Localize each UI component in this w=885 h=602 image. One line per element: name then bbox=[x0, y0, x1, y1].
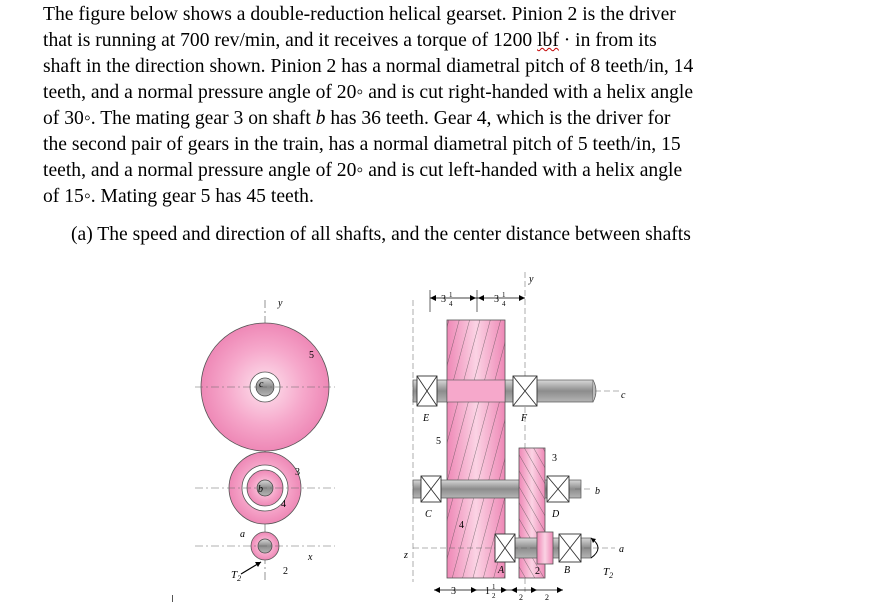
problem-statement bbox=[43, 2, 843, 210]
y-axis-label-side: y bbox=[529, 274, 534, 285]
text-cursor bbox=[172, 595, 173, 602]
dim-top-frac-num: 1 bbox=[502, 291, 506, 299]
gear-2-label-side: 2 bbox=[535, 566, 540, 577]
gear-2-face bbox=[537, 532, 553, 564]
bearing-F-label: F bbox=[521, 413, 528, 424]
bearing-D bbox=[547, 476, 569, 502]
gear-3-label: 3 bbox=[295, 467, 300, 478]
bearing-D-label: D bbox=[552, 509, 560, 520]
spellcheck-word: lbf bbox=[537, 30, 559, 51]
dim-top-frac-den: 4 bbox=[449, 300, 453, 308]
problem-line: teeth, and a normal pressure angle of 20◦ and is cut left-handed with a helix angle bbox=[43, 160, 683, 181]
bearing-B bbox=[559, 534, 581, 562]
gear-4-label: 4 bbox=[281, 499, 286, 510]
z-axis-label: z bbox=[404, 550, 408, 561]
gearset-figure bbox=[195, 262, 655, 602]
x-axis-label: x bbox=[308, 552, 313, 563]
dim-top-frac-num: 1 bbox=[449, 291, 453, 299]
dim-bottom-2-den: 2 bbox=[492, 592, 496, 600]
problem-line bbox=[43, 106, 843, 132]
dim-bottom-2-num: 1 bbox=[492, 583, 496, 591]
problem-text: has 36 teeth. Gear 4, which is the driver for bbox=[325, 108, 671, 129]
dim-bottom-2: 1 bbox=[485, 586, 490, 597]
bearing-C bbox=[421, 476, 441, 502]
gear-5-label: 5 bbox=[309, 350, 314, 361]
bearing-F bbox=[513, 376, 537, 406]
dim-bottom-1: 3 bbox=[451, 586, 456, 597]
gear-4-label-side: 4 bbox=[459, 520, 464, 531]
problem-line bbox=[43, 28, 843, 54]
problem-text: of 30◦. The mating gear 3 on shaft bbox=[43, 108, 316, 129]
problem-text: · in from its bbox=[558, 30, 657, 51]
torque-label: $T_2$ bbox=[231, 569, 242, 583]
side-view bbox=[403, 272, 626, 602]
problem-line: shaft in the direction shown. Pinion 2 has a normal diametral pitch of 8 teeth/in, 14 bbox=[43, 56, 694, 77]
gear-2-label: 2 bbox=[283, 566, 288, 577]
problem-line: The figure below shows a double-reduction helical gearset. Pinion 2 is the driver bbox=[43, 4, 676, 25]
dim-top-frac-den: 4 bbox=[502, 300, 506, 308]
dim-bottom-4: 2 bbox=[545, 593, 549, 602]
problem-line: the second pair of gears in the train, has a normal diametral pitch of 5 teeth/in, 15 bbox=[43, 134, 681, 155]
bearing-E bbox=[417, 376, 437, 406]
dim-bottom-3: 2 bbox=[519, 593, 523, 602]
shaft-c-label-side: c bbox=[621, 390, 626, 401]
bearing-A bbox=[495, 534, 515, 562]
gear-5-label-side: 5 bbox=[436, 436, 441, 447]
torque-label-side: $T_2$ bbox=[603, 566, 614, 580]
gear-3-label-side: 3 bbox=[552, 453, 557, 464]
shaft-c-label: c bbox=[259, 379, 264, 390]
shaft-symbol: b bbox=[315, 108, 326, 129]
problem-line: teeth, and a normal pressure angle of 20◦ and is cut right-handed with a helix angle bbox=[43, 82, 694, 103]
problem-text: that is running at 700 rev/min, and it receives a torque of 1200 bbox=[43, 30, 538, 51]
bearing-E-label: E bbox=[423, 413, 430, 424]
dim-top-2: 3 bbox=[494, 294, 499, 305]
question-a: (a) The speed and direction of all shafts, and the center distance between shafts bbox=[71, 224, 691, 245]
dim-top-1: 3 bbox=[441, 294, 446, 305]
shaft-a-label: a bbox=[240, 529, 245, 540]
y-axis-label: y bbox=[278, 298, 283, 309]
bearing-A-label: A bbox=[498, 565, 505, 576]
gear-5-hub-side bbox=[447, 380, 505, 402]
problem-line: of 15◦. Mating gear 5 has 45 teeth. bbox=[43, 186, 314, 207]
left-view bbox=[195, 298, 335, 583]
shaft-b-label-side: b bbox=[595, 486, 600, 497]
bearing-B-label: B bbox=[564, 565, 571, 576]
bearing-C-label: C bbox=[425, 509, 432, 520]
shaft-a-label-side: a bbox=[619, 544, 624, 555]
shaft-b-label: b bbox=[258, 484, 263, 495]
